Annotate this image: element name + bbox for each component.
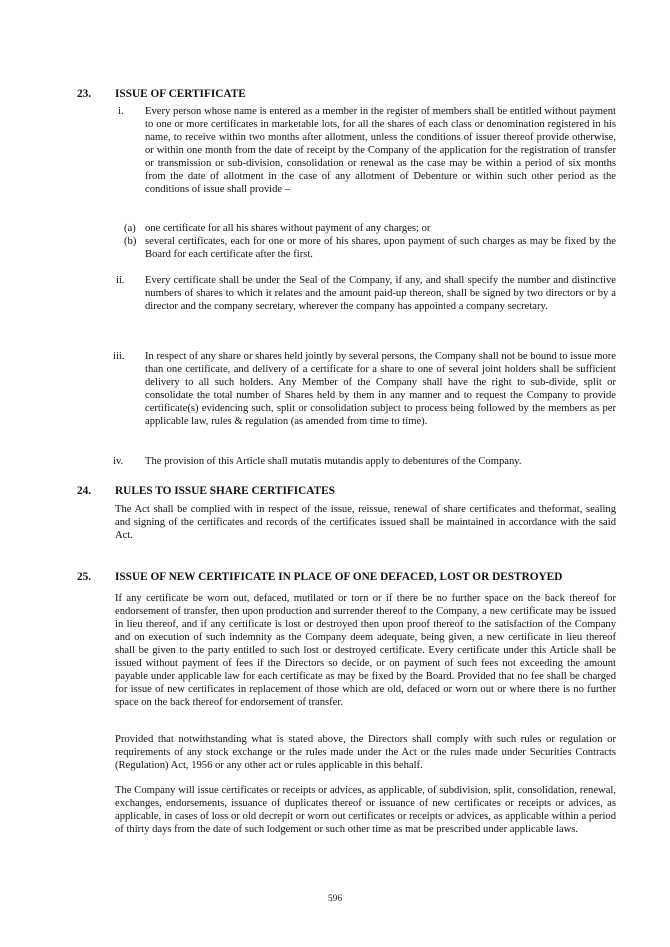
item-text-iv: The provision of this Article shall mutatis mutandis apply to debentures of the Company.: [145, 456, 522, 467]
section-title: RULES TO ISSUE SHARE CERTIFICATES: [115, 485, 335, 497]
section-25-paragraph-1: If any certificate be worn out, defaced, mutilated or torn or if there be no further space on the back thereof for endorsement of transfer, then upon production and surrender thereof to the Company, a new certificate may be issued in lieu thereof, and if any certificate is lost or destroyed then upon proof thereof to the satisfaction of the Company and on execution of such indemnity as the Company deem adequate, being given, a new certificate in lieu thereof shall be given to the party entitled to such lost or destroyed certificate. Every certificate under this Article shall be issued without payment of fees if the Directors so decide, or on payment of such fees not exceeding the amount payable under applicable law for each certificate as may be fixed by the Board. Provided that no fee shall be charged for issue of new certificates in replacement of those which are old, defaced or worn out or where there is no further space on the back thereof for endorsement of transfer.: [115, 593, 616, 709]
page-number: 596: [327, 894, 343, 904]
section-25-paragraph-2: Provided that notwithstanding what is stated above, the Directors shall comply with such rules or regulation or requirements of any stock exchange or the rules made under the Act or the rules made under Securities Contracts (Regulation) Act, 1956 or any other act or rules applicable in this behalf.: [115, 734, 616, 772]
section-25-paragraph-3: The Company will issue certificates or receipts or advices, as applicable, of subdivision, split, consolidation, renewal, exchanges, endorsements, issuance of duplicates thereof or issuance of new certificates or receipts or advices, as applicable, in cases of loss or old decrepit or worn out certificates or receipts or advices, as applicable within a period of thirty days from the date of such lodgement or such other time as mat be prescribed under applicable laws.: [115, 785, 616, 836]
item-label-i: i.: [118, 106, 124, 117]
item-label-iii: iii.: [113, 351, 125, 362]
section-number: 24.: [77, 485, 92, 497]
item-label-ii: ii.: [116, 275, 125, 286]
item-text-iii: In respect of any share or shares held jointly by several persons, the Company shall not be bound to issue more than one certificate, and delivery of a certificate for a share to one of several joint holders shall be sufficient delivery to all such holders. Any Member of the Company shall have the right to sub-divide, split or consolidate the total number of Shares held by them in any manner and to request the Company to provide certificate(s) evidencing such, split or consolidation subject to process being followed by the members as per applicable law, rules & regulation (as amended from time to time).: [145, 351, 616, 428]
subitem-label-a: (a): [124, 223, 136, 234]
section-24-paragraph: The Act shall be complied with in respect of the issue, reissue, renewal of share certificates and theformat, sealing and signing of the certificates and records of the certificates issued shall be maintained in accordance with the said Act.: [115, 504, 616, 542]
section-title: ISSUE OF NEW CERTIFICATE IN PLACE OF ONE DEFACED, LOST OR DESTROYED: [115, 571, 563, 583]
section-number: 25.: [77, 571, 92, 583]
section-number: 23.: [77, 88, 92, 100]
item-text-i: Every person whose name is entered as a member in the register of members shall be entitled without payment to one or more certificates in marketable lots, for all the shares of each class or denomination registered in his name, to receive within two months after allotment, unless the conditions of issuer thereof provide otherwise, or within one month from the date of receipt by the Company of the application for the registration of transfer or transmission or sub-division, consolidation or renewal as the case may be within a period of six months from the date of allotment in the case of any allotment of Debenture or within such other period as the conditions of issue shall provide –: [145, 106, 616, 196]
item-text-ii: Every certificate shall be under the Seal of the Company, if any, and shall specify the number and distinctive numbers of shares to which it relates and the amount paid-up thereon, shall be signed by two directors or by a director and the company secretary, wherever the company has appointed a company secretary.: [145, 275, 616, 313]
subitem-label-b: (b): [124, 236, 137, 247]
item-label-iv: iv.: [113, 456, 124, 467]
subitem-text-b: several certificates, each for one or more of his shares, upon payment of such charges as may be fixed by the Board for each certificate after the first.: [145, 236, 616, 261]
subitem-text-a: one certificate for all his shares without payment of any charges; or: [145, 223, 431, 234]
section-title: ISSUE OF CERTIFICATE: [115, 88, 246, 100]
